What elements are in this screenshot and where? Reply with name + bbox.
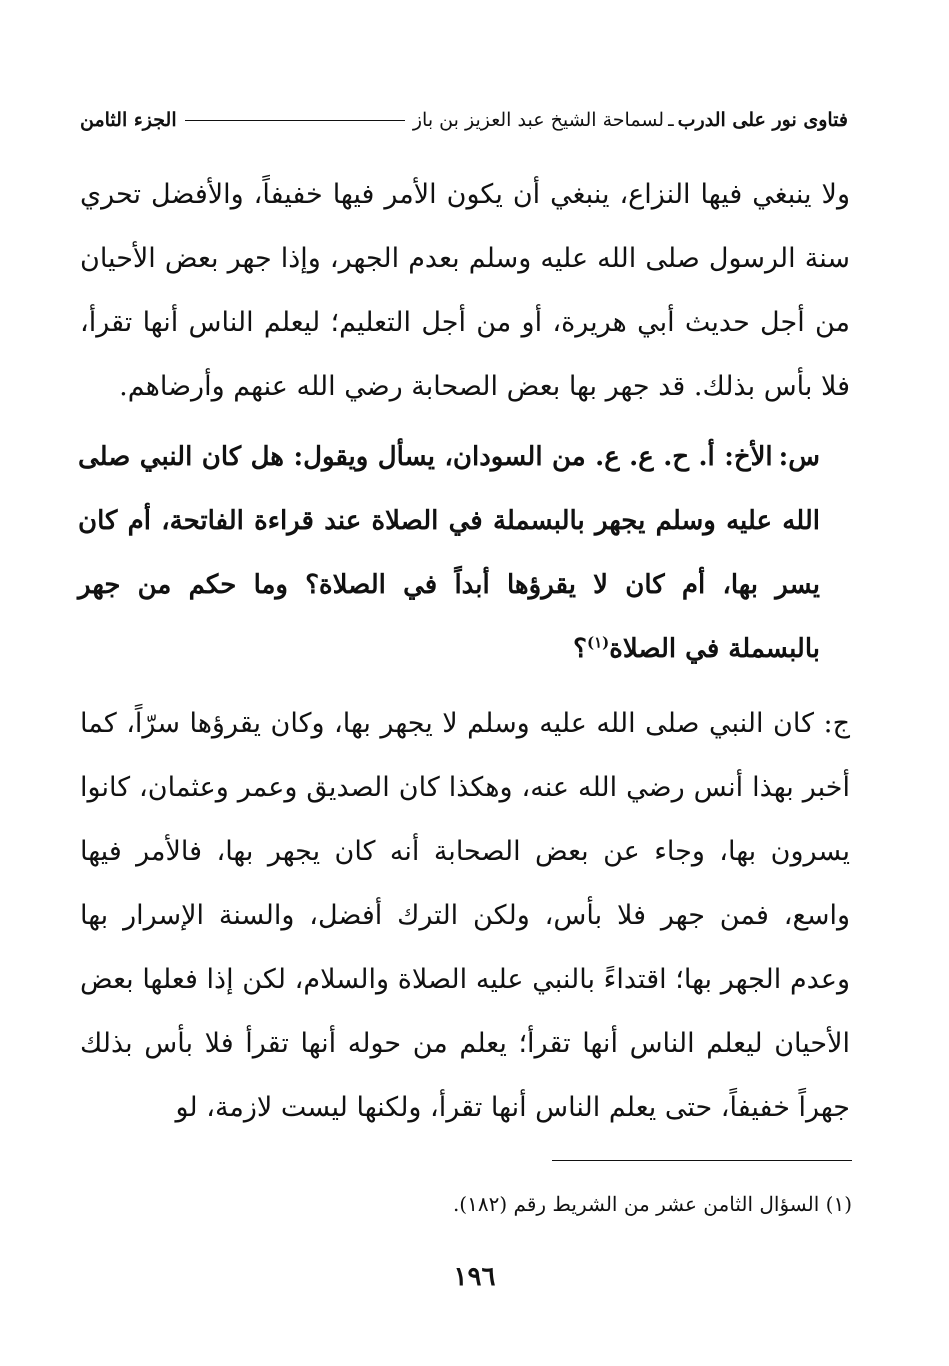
answer-text: كان النبي صلى الله عليه وسلم لا يجهر بها، وكان يقرؤها سرّاً، كما أخبر بهذا أنس رضي الله عنه، وهكذا كان الصديق وعمر وعثمان، كانوا يسرون بها، وجاء عن بعض الصحابة أنه كان يجهر بها، فالأمر فيها واسع، فمن جهر فلا بأس، ولكن الترك أفضل، والسنة الإسرار بها وعدم الجهر بها؛ اقتداءً بالنبي عليه الصلاة والسلام، لكن إذا فعلها بعض الأحيان ليعلم الناس أنها تقرأ؛ يعلم من حوله أنها تقرأ فلا بأس بذلك جهراً خفيفاً، حتى يعلم الناس أنها تقرأ، ولكنها ليست لازمة، لو	[80, 708, 850, 1123]
question-label: س:	[778, 442, 820, 472]
answer-label: ج:	[823, 708, 850, 739]
footnote-reference[interactable]: (١)	[586, 633, 610, 652]
running-header	[80, 100, 848, 140]
question-end-mark: ؟	[573, 634, 587, 664]
footnote-text: (١) السؤال الثامن عشر من الشريط رقم (١٨٢).	[452, 1192, 852, 1216]
author-name: لسماحة الشيخ عبد العزيز بن باز	[412, 109, 665, 131]
answer-block	[80, 692, 850, 1140]
volume-part: الجزء الثامن	[80, 109, 177, 131]
page-number: ١٩٦	[453, 1262, 496, 1292]
footnote-divider	[552, 1160, 852, 1161]
footnote	[453, 1192, 852, 1216]
paragraph-continuation	[80, 163, 850, 419]
question-block	[78, 425, 820, 681]
header-separator: ـ	[668, 109, 674, 131]
question-text: الأخ: أ. ح. ع. ع. من السودان، يسأل ويقول: هل كان النبي صلى الله عليه وسلم يجهر بالبسملة في الصلاة عند قراءة الفاتحة، أم كان يسر بها، أم كان لا يقرؤها أبداً في الصلاة؟ وما حكم من جهر بالبسملة في الصلاة	[78, 442, 820, 664]
book-title: فتاوى نور على الدرب	[677, 109, 848, 131]
paragraph-text: ولا ينبغي فيها النزاع، ينبغي أن يكون الأمر فيها خفيفاً، والأفضل تحري سنة الرسول صلى الله عليه وسلم بعدم الجهر، وإذا جهر بعض الأحيان من أجل حديث أبي هريرة، أو من أجل التعليم؛ ليعلم الناس أنها تقرأ، فلا بأس بذلك. قد جهر بها بعض الصحابة رضي الله عنهم وأرضاهم.	[80, 179, 850, 402]
header-rule	[185, 120, 405, 121]
